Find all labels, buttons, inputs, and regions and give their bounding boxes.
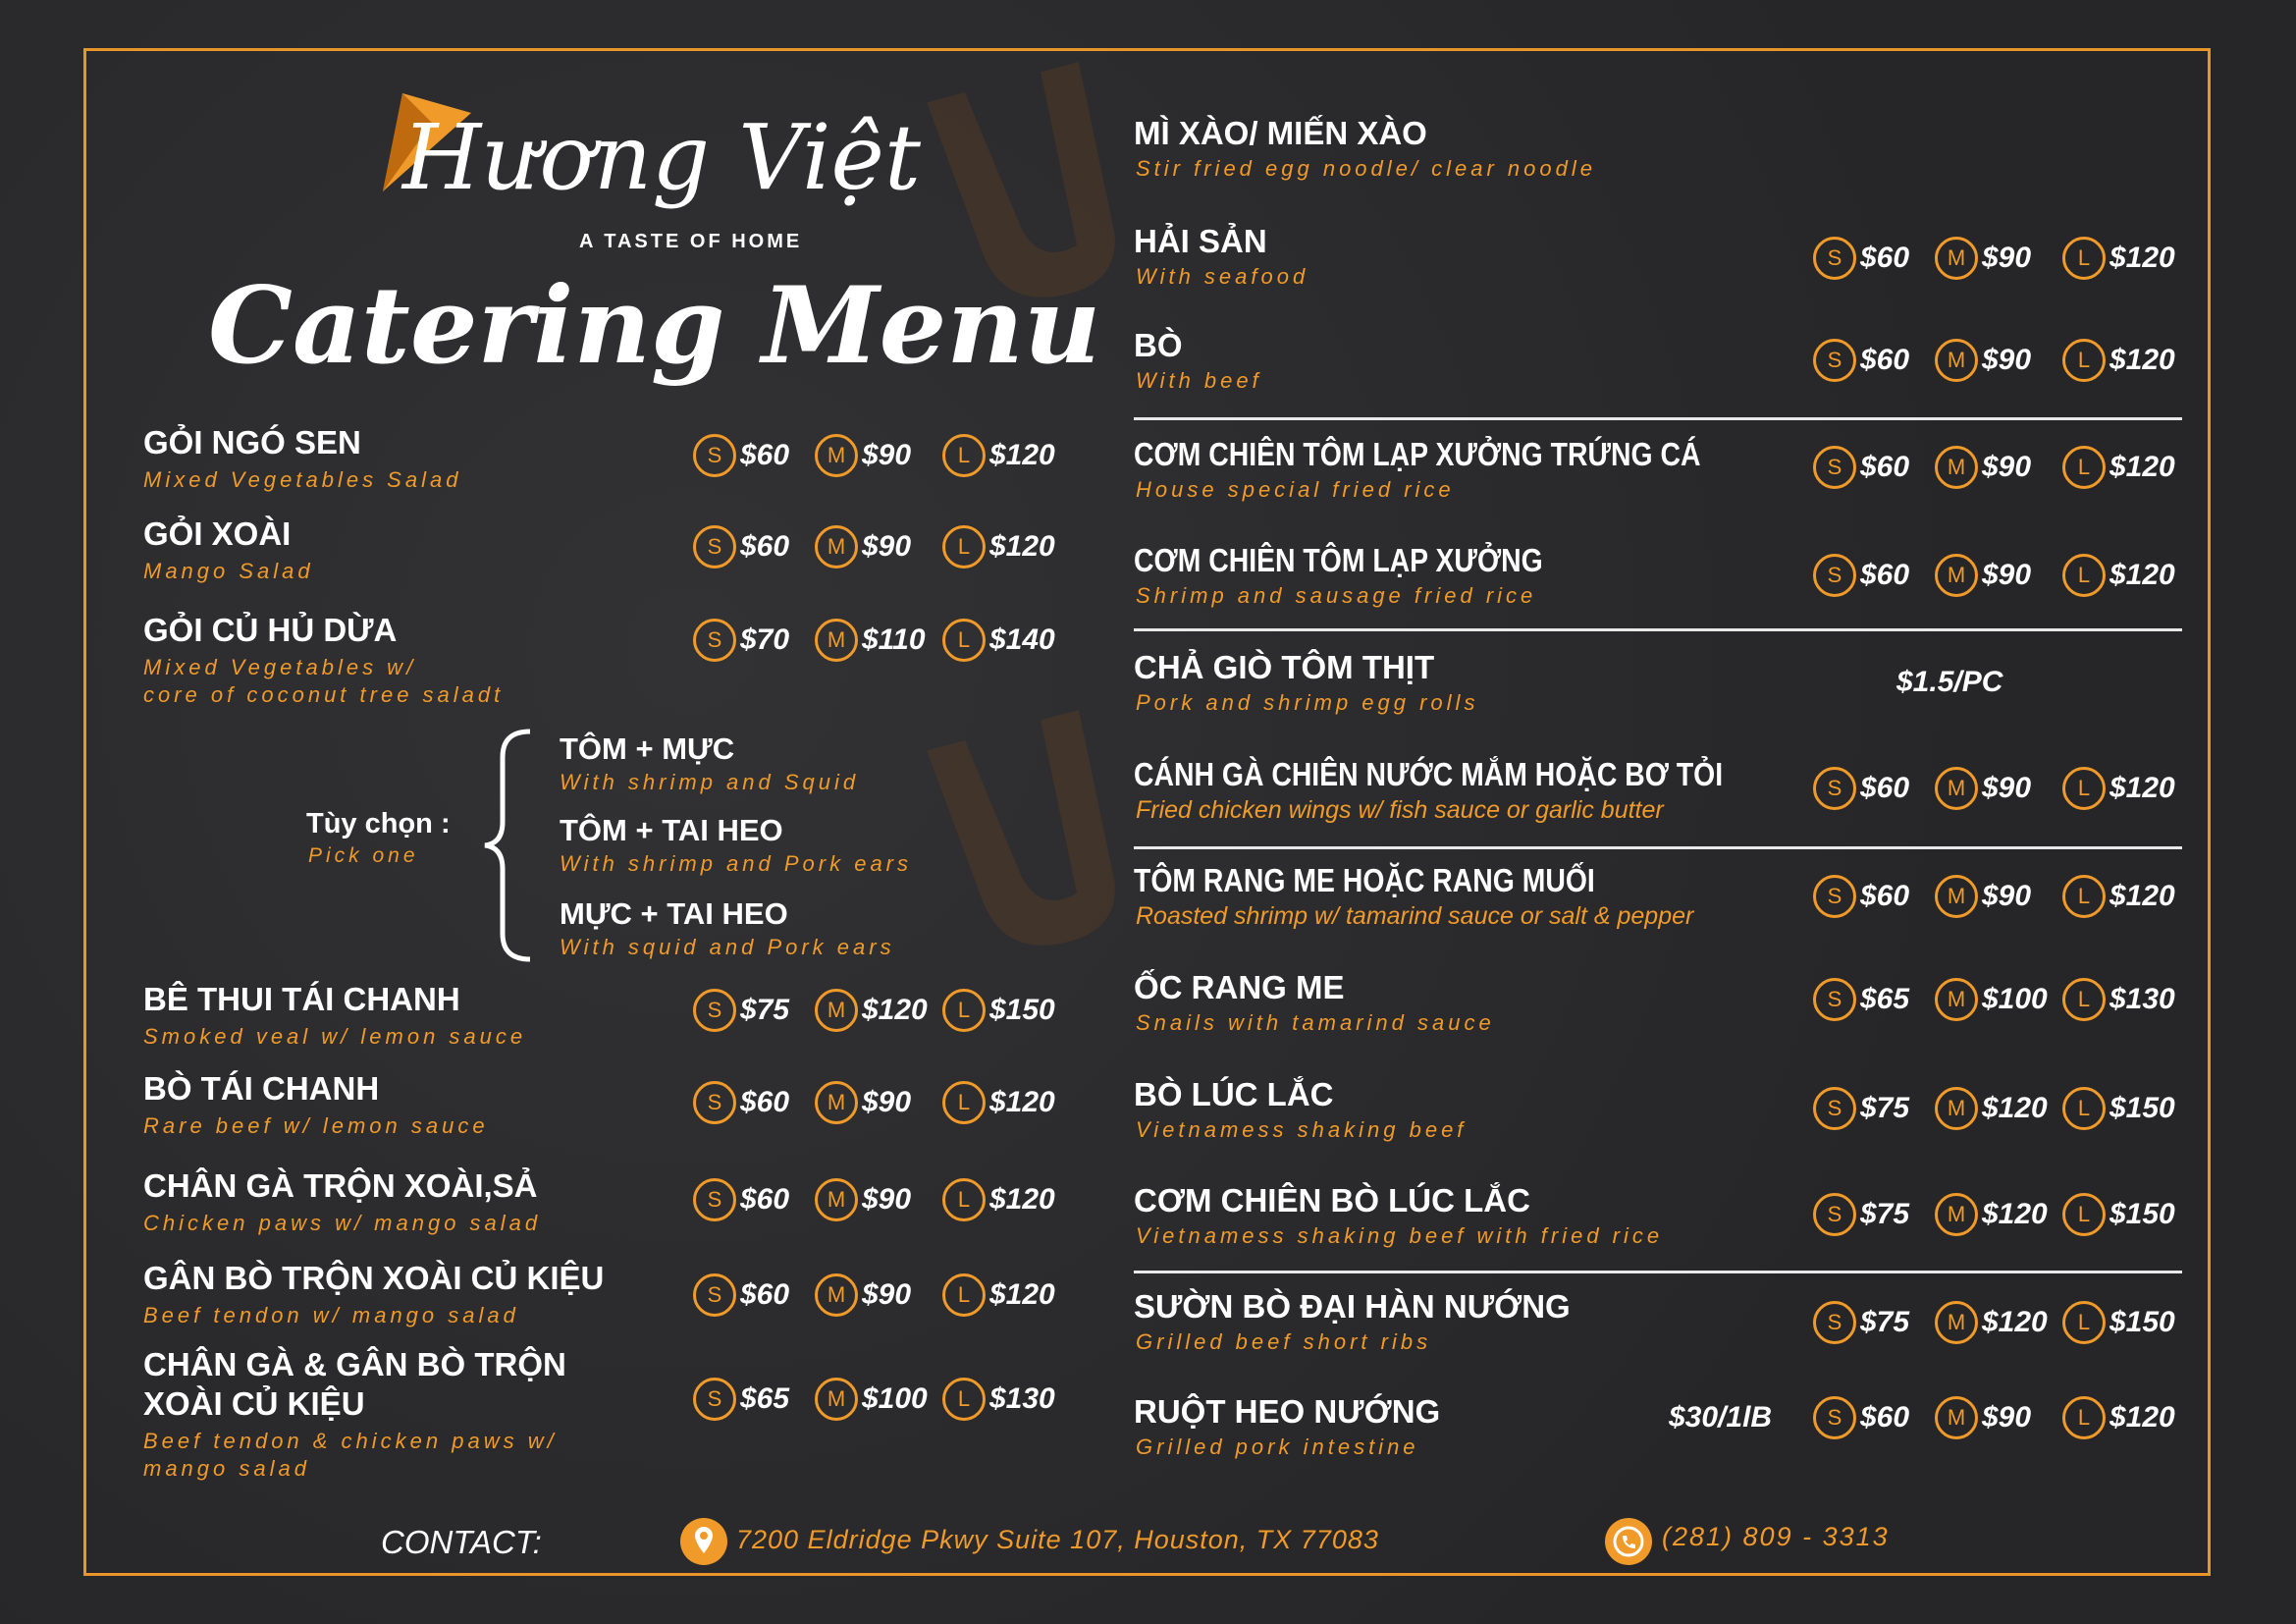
price-s: $65: [1860, 983, 1910, 1015]
price-list: [693, 434, 1105, 477]
price-m: $90: [1982, 559, 2032, 591]
menu-item-desc: mango salad: [143, 1456, 310, 1481]
size-m-icon: M: [815, 619, 858, 662]
size-m-icon: M: [815, 525, 858, 568]
price-list: [1813, 339, 2225, 382]
menu-item-name: CƠM CHIÊN TÔM LẠP XƯỞNG: [1134, 542, 1543, 578]
menu-item-desc: Grilled beef short ribs: [1136, 1329, 1432, 1354]
menu-item-desc: Stir fried egg noodle/ clear noodle: [1136, 156, 1596, 181]
price-list: [1813, 978, 2225, 1021]
size-l-icon: L: [942, 434, 986, 477]
size-l-icon: L: [2062, 1087, 2106, 1130]
size-s-icon: S: [1813, 1301, 1856, 1344]
price-s: $75: [1860, 1092, 1910, 1124]
price-s: $70: [740, 623, 790, 656]
flat-price: $1.5/PC: [1896, 666, 2003, 698]
price-m: $90: [1982, 880, 2032, 912]
price-s: $60: [1860, 451, 1910, 483]
menu-item-desc: Snails with tamarind sauce: [1136, 1010, 1495, 1035]
divider: [1134, 417, 2182, 420]
size-m-icon: M: [815, 1178, 858, 1221]
size-m-icon: M: [1935, 1193, 1978, 1236]
menu-item-name: SƯỜN BÒ ĐẠI HÀN NƯỚNG: [1134, 1288, 1571, 1325]
menu-item-name: CHÂN GÀ & GÂN BÒ TRỘN XOÀI CỦ KIỆU: [143, 1346, 566, 1422]
menu-item-name: CƠM CHIÊN TÔM LẠP XƯỞNG TRỨNG CÁ: [1134, 436, 1701, 472]
menu-item-name: GỎI XOÀI: [143, 515, 292, 552]
price-list: [693, 1178, 1105, 1221]
size-s-icon: S: [693, 619, 736, 662]
menu-item-desc: Shrimp and sausage fried rice: [1136, 583, 1537, 608]
option-desc: With squid and Pork ears: [560, 935, 895, 959]
price-s: $75: [1860, 1198, 1910, 1230]
size-m-icon: M: [1935, 1087, 1978, 1130]
price-l: $120: [2109, 880, 2175, 912]
menu-item-desc: Grilled pork intestine: [1136, 1435, 1419, 1459]
size-s-icon: S: [1813, 446, 1856, 489]
divider: [1134, 628, 2182, 631]
menu-item-name: GÂN BÒ TRỘN XOÀI CỦ KIỆU: [143, 1260, 605, 1296]
size-m-icon: M: [815, 434, 858, 477]
size-l-icon: L: [942, 619, 986, 662]
page-title: Catering Menu: [208, 264, 1101, 388]
price-list: [1813, 875, 2225, 918]
brand-logo: [363, 83, 921, 260]
divider: [1134, 1271, 2182, 1273]
size-l-icon: L: [942, 1178, 986, 1221]
price-l: $120: [989, 1183, 1055, 1216]
price-list: [1813, 1193, 2225, 1236]
price-list: [693, 1378, 1105, 1421]
size-m-icon: M: [1935, 237, 1978, 280]
menu-item-name: RUỘT HEO NƯỚNG: [1134, 1393, 1441, 1430]
price-list: [693, 619, 1105, 662]
brand-tagline: A TASTE OF HOME: [579, 231, 803, 252]
price-s: $60: [740, 439, 790, 471]
price-m: $120: [1982, 1306, 2048, 1338]
menu-item-desc: Pork and shrimp egg rolls: [1136, 690, 1479, 715]
location-pin-icon: [679, 1517, 728, 1566]
menu-item-desc: Mixed Vegetables Salad: [143, 467, 462, 492]
price-m: $120: [1982, 1092, 2048, 1124]
menu-item-name: CƠM CHIÊN BÒ LÚC LẮC: [1134, 1182, 1530, 1218]
menu-item-desc: Mango Salad: [143, 559, 314, 583]
menu-item-desc: Mixed Vegetables w/: [143, 655, 417, 679]
price-s: $60: [1860, 1401, 1910, 1434]
menu-item-desc: Roasted shrimp w/ tamarind sauce or salt & pepper: [1136, 902, 1694, 930]
price-l: $120: [2109, 559, 2175, 591]
price-s: $75: [1860, 1306, 1910, 1338]
price-list: [693, 1081, 1105, 1124]
price-m: $110: [862, 623, 926, 656]
price-s: $75: [740, 994, 790, 1026]
price-l: $130: [989, 1382, 1055, 1415]
price-l: $150: [2109, 1306, 2175, 1338]
brace-icon: [479, 728, 538, 963]
price-list: [693, 989, 1105, 1032]
price-l: $120: [2109, 1401, 2175, 1434]
price-l: $150: [2109, 1198, 2175, 1230]
divider: [1134, 846, 2182, 849]
size-l-icon: L: [942, 1378, 986, 1421]
menu-item-desc: Vietnamess shaking beef with fried rice: [1136, 1223, 1664, 1248]
price-l: $150: [2109, 1092, 2175, 1124]
price-list: [1813, 1301, 2225, 1344]
size-l-icon: L: [2062, 554, 2106, 597]
price-list: [1813, 1087, 2225, 1130]
price-m: $120: [1982, 1198, 2048, 1230]
menu-item-name: MÌ XÀO/ MIẾN XÀO: [1134, 115, 1427, 151]
menu-item-name: CÁNH GÀ CHIÊN NƯỚC MẮM HOẶC BƠ TỎI: [1134, 756, 1724, 792]
option-name: TÔM + MỰC: [560, 731, 735, 766]
size-s-icon: S: [1813, 1087, 1856, 1130]
price-l: $120: [2109, 242, 2175, 274]
price-list: [693, 525, 1105, 568]
size-s-icon: S: [1813, 978, 1856, 1021]
menu-item-desc: Rare beef w/ lemon sauce: [143, 1113, 489, 1138]
price-l: $120: [2109, 772, 2175, 804]
size-s-icon: S: [693, 989, 736, 1032]
size-s-icon: S: [1813, 1396, 1856, 1439]
price-m: $90: [862, 1086, 912, 1118]
price-s: $60: [740, 1278, 790, 1311]
price-m: $100: [862, 1382, 928, 1415]
size-s-icon: S: [1813, 237, 1856, 280]
price-m: $90: [1982, 451, 2032, 483]
price-m: $100: [1982, 983, 2048, 1015]
size-s-icon: S: [693, 525, 736, 568]
menu-item-desc: Beef tendon w/ mango salad: [143, 1303, 519, 1327]
size-m-icon: M: [1935, 1301, 1978, 1344]
menu-item-name: BÒ: [1134, 327, 1183, 363]
contact-phone[interactable]: (281) 809 - 3313: [1662, 1522, 1890, 1551]
watermark-logo: [923, 707, 1139, 962]
size-m-icon: M: [1935, 339, 1978, 382]
size-s-icon: S: [1813, 767, 1856, 810]
price-m: $120: [862, 994, 928, 1026]
size-s-icon: S: [693, 1273, 736, 1317]
size-s-icon: S: [693, 1081, 736, 1124]
price-list: [1813, 446, 2225, 489]
size-l-icon: L: [2062, 875, 2106, 918]
option-name: TÔM + TAI HEO: [560, 813, 783, 847]
size-l-icon: L: [2062, 1396, 2106, 1439]
price-s: $60: [740, 1086, 790, 1118]
menu-item-name: BÊ THUI TÁI CHANH: [143, 981, 460, 1017]
price-l: $130: [2109, 983, 2175, 1015]
size-s-icon: S: [1813, 1193, 1856, 1236]
size-m-icon: M: [815, 1081, 858, 1124]
menu-item-desc: Chicken paws w/ mango salad: [143, 1211, 542, 1235]
menu-item-desc: Beef tendon & chicken paws w/: [143, 1429, 558, 1453]
options-sublabel: Pick one: [308, 844, 419, 867]
size-m-icon: M: [1935, 446, 1978, 489]
size-s-icon: S: [1813, 875, 1856, 918]
size-m-icon: M: [815, 989, 858, 1032]
contact-label: CONTACT:: [381, 1524, 542, 1560]
size-m-icon: M: [1935, 875, 1978, 918]
price-list: [1813, 1396, 2225, 1439]
menu-item-name: ỐC RANG ME: [1134, 969, 1345, 1005]
brand-name: Hương Việt: [402, 105, 921, 210]
price-l: $120: [989, 439, 1055, 471]
size-m-icon: M: [1935, 978, 1978, 1021]
menu-item-desc: With seafood: [1136, 264, 1309, 289]
menu-item-name: CHÂN GÀ TRỘN XOÀI,SẢ: [143, 1167, 538, 1204]
flat-price: $30/1lB: [1669, 1401, 1773, 1434]
options-label: Tùy chọn :: [306, 808, 451, 839]
price-l: $120: [989, 1278, 1055, 1311]
price-list: [1813, 237, 2225, 280]
price-m: $90: [1982, 1401, 2032, 1434]
price-m: $90: [862, 1183, 912, 1216]
size-s-icon: S: [1813, 339, 1856, 382]
option-desc: With shrimp and Squid: [560, 770, 860, 794]
size-l-icon: L: [942, 1273, 986, 1317]
size-s-icon: S: [1813, 554, 1856, 597]
price-s: $60: [1860, 344, 1910, 376]
price-m: $90: [1982, 344, 2032, 376]
price-s: $60: [1860, 772, 1910, 804]
size-s-icon: S: [693, 434, 736, 477]
size-l-icon: L: [2062, 978, 2106, 1021]
price-l: $120: [989, 530, 1055, 563]
size-l-icon: L: [942, 989, 986, 1032]
menu-item-name: TÔM RANG ME HOẶC RANG MUỐI: [1134, 862, 1595, 898]
price-list: [1813, 554, 2225, 597]
menu-item-name: GỎI CỦ HỦ DỪA: [143, 612, 398, 648]
menu-item-name: HẢI SẢN: [1134, 223, 1267, 259]
size-s-icon: S: [693, 1378, 736, 1421]
option-desc: With shrimp and Pork ears: [560, 851, 913, 876]
size-l-icon: L: [2062, 1301, 2106, 1344]
menu-item-name: BÒ LÚC LẮC: [1134, 1076, 1334, 1112]
price-l: $150: [989, 994, 1055, 1026]
price-m: $90: [862, 439, 912, 471]
menu-item-name: BÒ TÁI CHANH: [143, 1070, 380, 1107]
size-l-icon: L: [2062, 1193, 2106, 1236]
menu-item-desc: With beef: [1136, 368, 1262, 393]
price-s: $60: [740, 530, 790, 563]
menu-item-desc: House special fried rice: [1136, 477, 1455, 502]
phone-icon: [1604, 1517, 1653, 1566]
size-l-icon: L: [2062, 767, 2106, 810]
option-name: MỰC + TAI HEO: [560, 896, 788, 931]
menu-item-desc: Vietnamess shaking beef: [1136, 1117, 1468, 1142]
size-m-icon: M: [1935, 554, 1978, 597]
price-m: $90: [862, 530, 912, 563]
size-m-icon: M: [1935, 767, 1978, 810]
price-m: $90: [1982, 242, 2032, 274]
size-m-icon: M: [1935, 1396, 1978, 1439]
menu-item-desc: core of coconut tree saladt: [143, 682, 505, 707]
price-m: $90: [862, 1278, 912, 1311]
price-s: $60: [1860, 242, 1910, 274]
price-m: $90: [1982, 772, 2032, 804]
price-l: $120: [2109, 451, 2175, 483]
price-s: $60: [1860, 880, 1910, 912]
price-l: $140: [989, 623, 1055, 656]
contact-address[interactable]: 7200 Eldridge Pkwy Suite 107, Houston, TX 77083: [736, 1525, 1379, 1554]
size-l-icon: L: [2062, 237, 2106, 280]
size-m-icon: M: [815, 1378, 858, 1421]
size-l-icon: L: [942, 1081, 986, 1124]
menu-item-desc: Smoked veal w/ lemon sauce: [143, 1024, 527, 1049]
price-l: $120: [2109, 344, 2175, 376]
size-m-icon: M: [815, 1273, 858, 1317]
size-s-icon: S: [693, 1178, 736, 1221]
price-s: $60: [1860, 559, 1910, 591]
size-l-icon: L: [2062, 446, 2106, 489]
menu-item-desc: Fried chicken wings w/ fish sauce or garlic butter: [1136, 796, 1664, 824]
price-list: [693, 1273, 1105, 1317]
price-list: [1813, 767, 2225, 810]
size-l-icon: L: [942, 525, 986, 568]
size-l-icon: L: [2062, 339, 2106, 382]
menu-item-name: GỎI NGÓ SEN: [143, 424, 361, 460]
price-s: $65: [740, 1382, 790, 1415]
price-s: $60: [740, 1183, 790, 1216]
menu-item-name: CHẢ GIÒ TÔM THỊT: [1134, 649, 1435, 685]
price-l: $120: [989, 1086, 1055, 1118]
